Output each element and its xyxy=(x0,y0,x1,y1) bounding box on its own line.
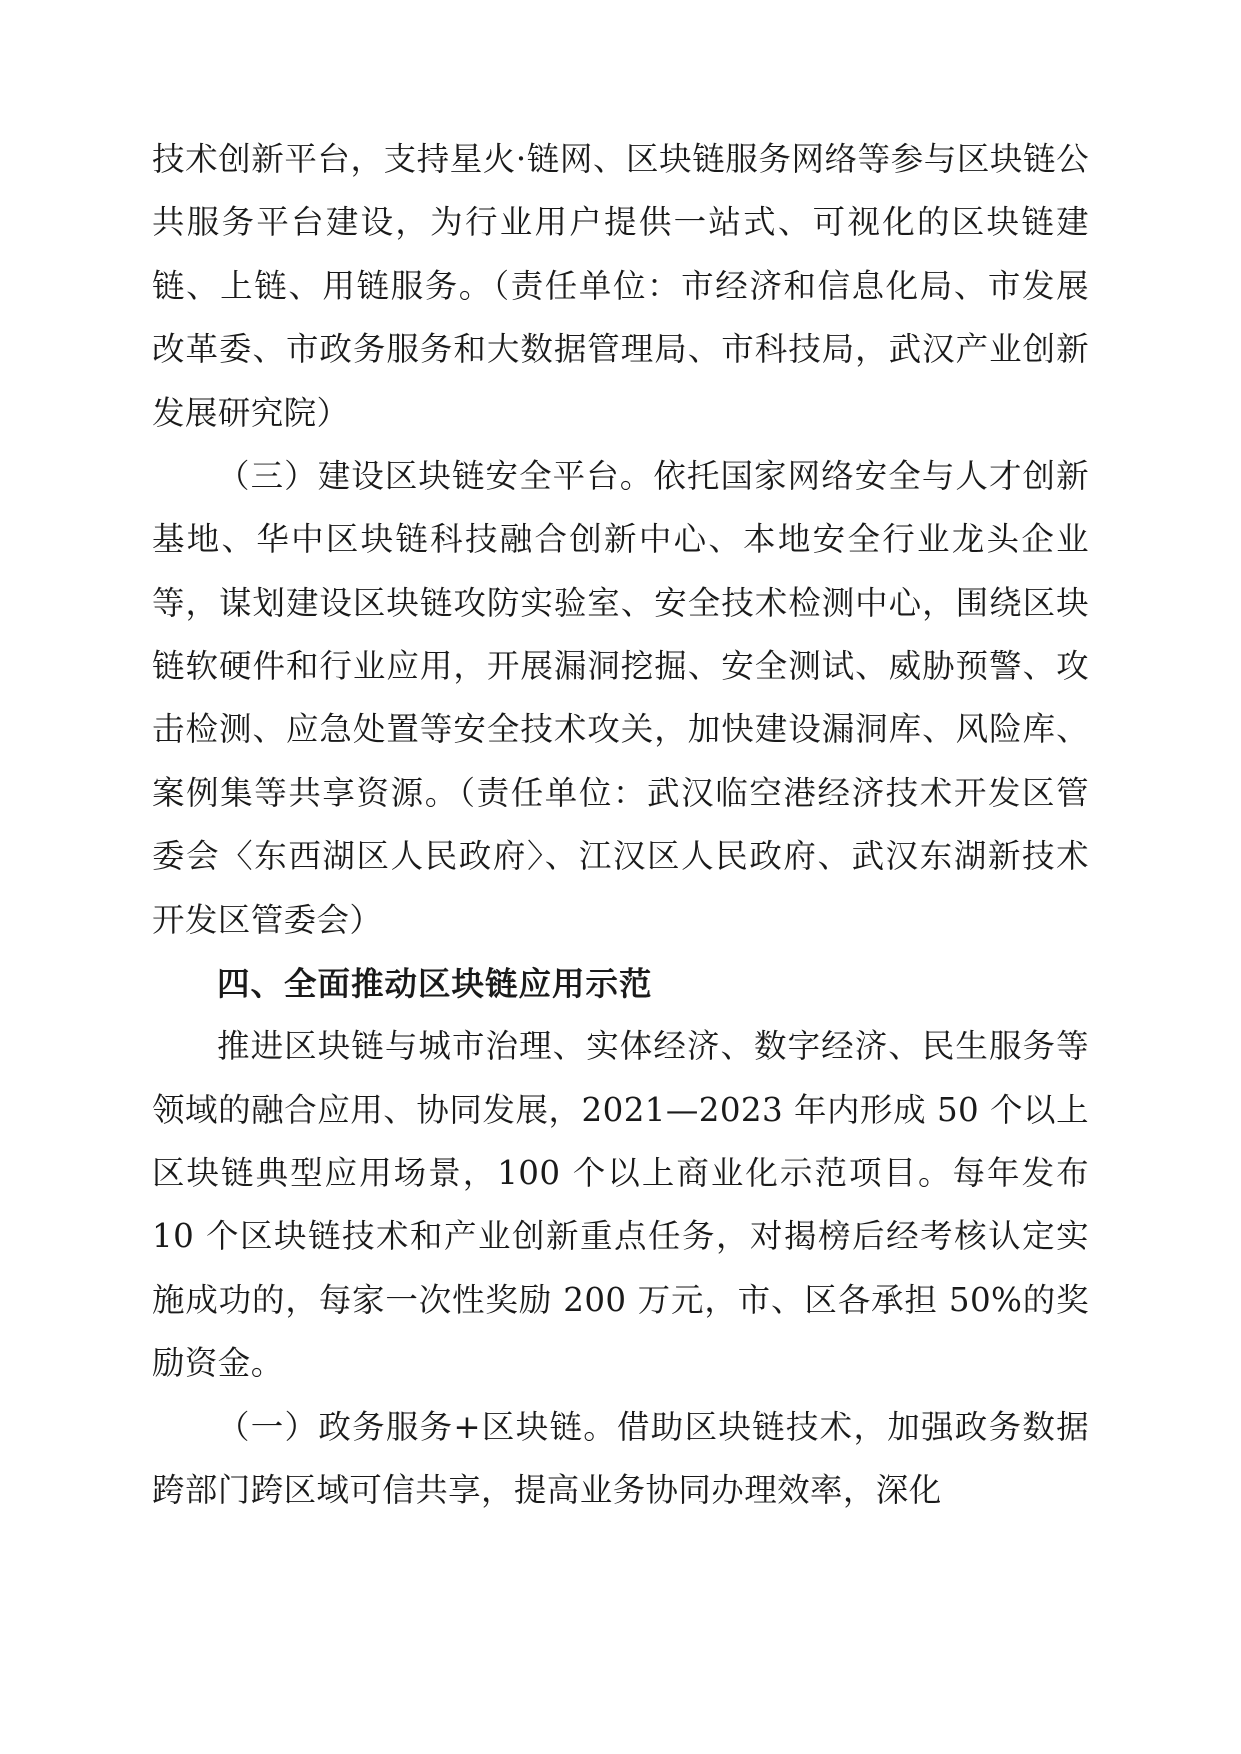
paragraph-section-three: （三）建设区块链安全平台。依托国家网络安全与人才创新基地、华中区块链科技融合创新中心、本地安全行业龙头企业等，谋划建设区块链攻防实验室、安全技术检测中心，围绕区块链软硬件和行业应用，开展漏洞挖掘、安全测试、威胁预警、攻击检测、应急处置等安全技术攻关，加快建设漏洞库、风险库、案例集等共享资源。（责任单位：武汉临空港经济技术开发区管委会〈东西湖区人民政府〉、江汉区人民政府、武汉东湖新技术开发区管委会） xyxy=(152,456,1089,939)
paragraph-continued: 技术创新平台，支持星火·链网、区块链服务网络等参与区块链公共服务平台建设，为行业用户提供一站式、可视化的区块链建链、上链、用链服务。（责任单位：市经济和信息化局、市发展改革委、市政务服务和大数据管理局、市科技局，武汉产业创新发展研究院） xyxy=(152,140,1089,432)
document-body xyxy=(152,128,1089,1522)
section-heading-four: 四、全面推动区块链应用示范 xyxy=(217,963,653,1003)
paragraph-subsection-one: （一）政务服务+区块链。借助区块链技术，加强政务数据跨部门跨区域可信共享，提高业务协同办理效率，深化 xyxy=(152,1407,1089,1509)
paragraph-section-four-intro: 推进区块链与城市治理、实体经济、数字经济、民生服务等领域的融合应用、协同发展，2021—2023 年内形成 50 个以上区块链典型应用场景，100 个以上商业化示范项目。每年发布 10 个区块链技术和产业创新重点任务，对揭榜后经考核认定实施成功的，每家一次性奖励 200 万元，市、区各承担 50%的奖励资金。 xyxy=(152,1027,1089,1383)
